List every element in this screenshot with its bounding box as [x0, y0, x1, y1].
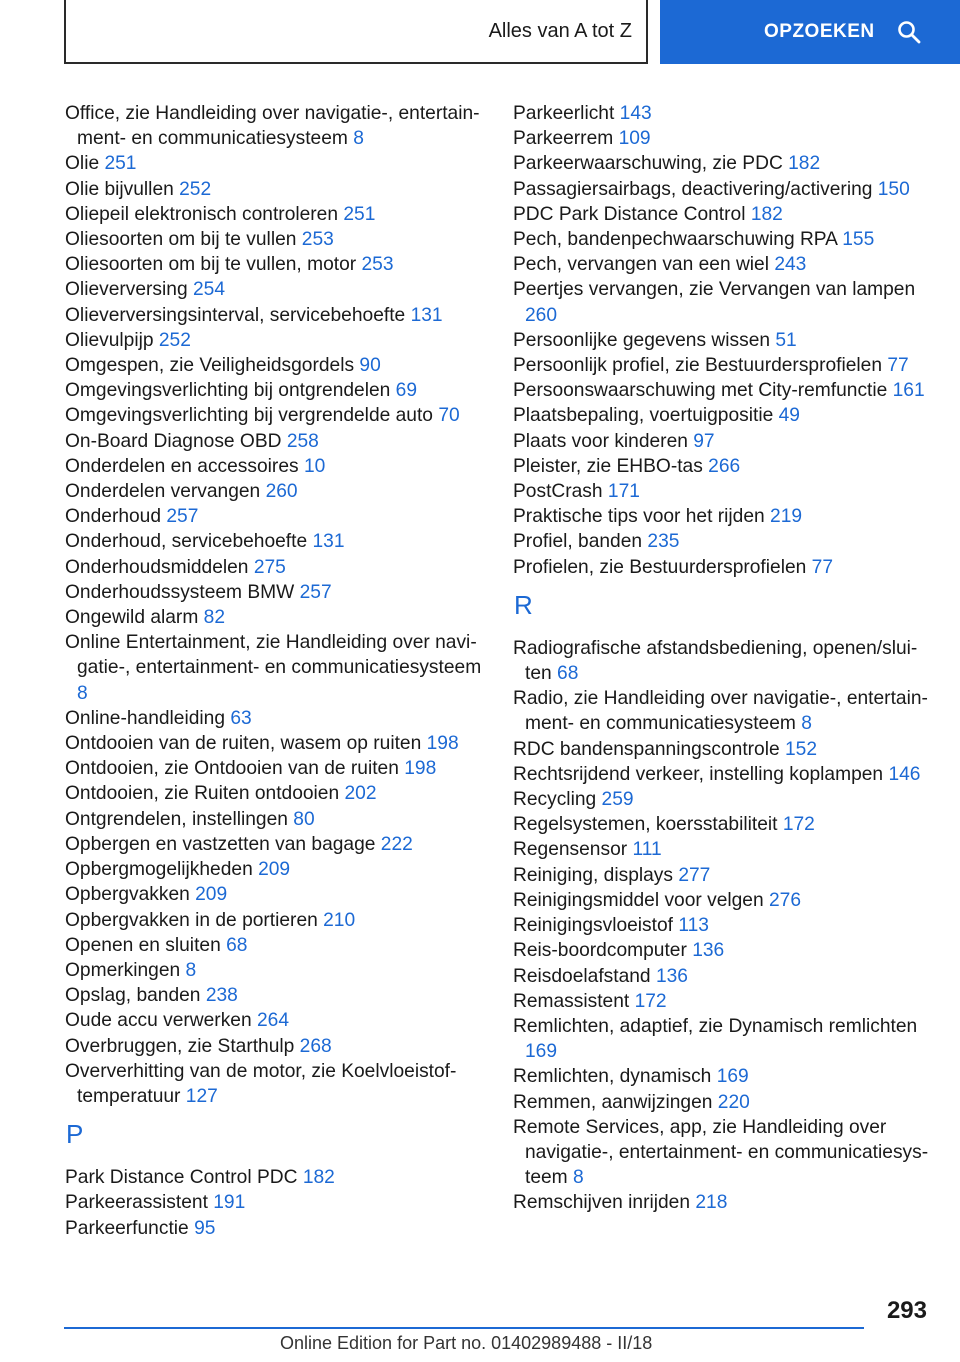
page-link[interactable]: 209 [258, 859, 291, 881]
page-link[interactable]: 260 [265, 481, 298, 503]
index-entry-text: Radiografische afstandsbediening, openen/sluiten [513, 637, 918, 685]
page-link[interactable]: 63 [230, 707, 252, 729]
page-link[interactable]: 191 [213, 1192, 246, 1214]
page-link[interactable]: 109 [618, 128, 651, 150]
index-section-letter: P [66, 1119, 84, 1150]
index-entry [513, 837, 933, 862]
index-entry-text: Reinigingsmiddel voor velgen [513, 889, 764, 911]
index-entry-text: Onderhoudssysteem BMW [65, 581, 295, 603]
page-link[interactable]: 252 [179, 178, 212, 200]
index-entry-text: Oververhitting van de motor, zie Koelvloeistoftemperatuur [65, 1060, 457, 1107]
page-link[interactable]: 169 [525, 1041, 558, 1063]
page-link[interactable]: 143 [619, 103, 652, 124]
index-entry-text: Plaatsbepaling, voertuigpositie [513, 405, 774, 427]
index-entry-text: Office, zie Handleiding over navigatie-, entertainment- en communicatiesysteem [65, 103, 480, 150]
index-entry [513, 277, 933, 327]
page-link[interactable]: 202 [344, 783, 377, 805]
index-entry [513, 1014, 933, 1064]
page-link[interactable]: 254 [192, 279, 225, 301]
page-link[interactable]: 131 [410, 304, 443, 326]
index-entry-text: Ontdooien, zie Ruiten ontdooien [65, 783, 340, 805]
index-entry [513, 686, 933, 736]
index-entry-text: Pech, vervangen van een wiel [513, 254, 769, 276]
page-link[interactable]: 260 [525, 304, 558, 326]
index-entry [65, 807, 485, 832]
page-link[interactable]: 277 [678, 864, 711, 886]
index-entry [65, 1059, 485, 1109]
index-entry-text: Radio, zie Handleiding over navigatie-, entertainment- en communicatiesysteem [513, 688, 928, 735]
index-entry-text: Reinigingsvloeistof [513, 915, 673, 937]
index-entry [65, 832, 485, 857]
index-entry [65, 454, 485, 479]
index-entry-text: Pleister, zie EHBO-tas [513, 455, 703, 477]
page-link[interactable]: 152 [785, 738, 818, 760]
index-entry-text: Remschijven inrijden [513, 1192, 691, 1214]
index-entry [65, 555, 485, 580]
index-entry [513, 1090, 933, 1115]
index-entry-text: Opbergmogelijkheden [65, 859, 253, 881]
index-entry [65, 958, 485, 983]
page-link[interactable]: 136 [692, 940, 725, 962]
index-entry [513, 812, 933, 837]
index-entry-text: Reiniging, displays [513, 864, 673, 886]
page-link[interactable]: 69 [395, 380, 417, 402]
index-entry [513, 555, 933, 580]
page-link[interactable]: 150 [877, 178, 910, 200]
page-link[interactable]: 68 [226, 934, 248, 956]
index-entry [513, 1115, 933, 1191]
index-entry [513, 787, 933, 812]
page-link[interactable]: 82 [203, 607, 225, 629]
page-link[interactable]: 219 [770, 506, 803, 528]
edition-footer: Online Edition for Part no. 01402989488 - II/18 [280, 1333, 653, 1353]
page-link[interactable]: 77 [887, 355, 909, 377]
index-entry [513, 504, 933, 529]
index-entry-text: Remlichten, adaptief, zie Dynamisch remlichten [513, 1015, 918, 1037]
page-link[interactable]: 77 [811, 556, 833, 578]
index-entry [513, 252, 933, 277]
index-entry [65, 756, 485, 781]
index-entry-text: Opbergvakken in de portieren [65, 909, 318, 931]
page-link[interactable]: 80 [293, 808, 315, 830]
index-entry [65, 479, 485, 504]
page-link[interactable]: 8 [185, 959, 197, 981]
index-entry-text: Ontdooien, zie Ontdooien van de ruiten [65, 758, 399, 780]
index-entry [513, 938, 933, 963]
index-entry [65, 983, 485, 1008]
index-entry [65, 429, 485, 454]
index-entry [513, 737, 933, 762]
index-entry-text: Ongewild alarm [65, 607, 199, 629]
page-link[interactable]: 222 [380, 833, 413, 855]
index-entry-text: Omgevingsverlichting bij ontgrendelen [65, 380, 391, 402]
index-entry [65, 403, 485, 428]
index-entry [65, 277, 485, 302]
index-column-left [65, 101, 485, 1241]
index-entry [65, 706, 485, 731]
index-entry-text: Profiel, banden [513, 531, 643, 553]
page-link[interactable]: 8 [77, 682, 88, 704]
footer-divider [64, 1327, 864, 1329]
index-entry-text: Ontdooien van de ruiten, wasem op ruiten [65, 733, 422, 755]
index-entry-text: Profielen, zie Bestuurdersprofielen [513, 556, 807, 578]
index-entry-text: Onderdelen vervangen [65, 481, 261, 503]
page-link[interactable]: 252 [158, 329, 191, 351]
index-entry-text: Passagiersairbags, deactivering/activering [513, 178, 873, 200]
index-entry-text: Onderdelen en accessoires [65, 455, 299, 477]
page-link[interactable]: 276 [769, 889, 802, 911]
page-link[interactable]: 275 [253, 556, 286, 578]
index-entry [65, 529, 485, 554]
index-entry [513, 888, 933, 913]
index-entry [65, 908, 485, 933]
page-link[interactable]: 161 [892, 380, 925, 402]
index-entry [513, 101, 933, 126]
page-link[interactable]: 49 [778, 405, 800, 427]
search-icon [897, 20, 921, 44]
page-link[interactable]: 68 [557, 663, 579, 685]
index-entry-text: Onderhoud, servicebehoefte [65, 531, 308, 553]
tab-index-a-to-z[interactable] [64, 0, 648, 64]
index-entry [65, 882, 485, 907]
index-entry-text: Olie [65, 153, 100, 175]
page-link[interactable]: 182 [788, 153, 821, 175]
page-link[interactable]: 169 [716, 1066, 749, 1088]
index-entry [513, 762, 933, 787]
index-entry [65, 731, 485, 756]
index-entry [65, 504, 485, 529]
index-entry [65, 605, 485, 630]
index-entry-text: Olie bijvullen [65, 178, 174, 200]
page-link[interactable]: 97 [693, 430, 715, 452]
index-entry-text: Parkeerassistent [65, 1192, 208, 1214]
tab-search-label: OPZOEKEN [764, 21, 875, 42]
index-entry-text: Persoonswaarschuwing met City-remfunctie [513, 380, 888, 402]
index-entry [513, 177, 933, 202]
page-link[interactable]: 235 [647, 531, 680, 553]
index-entry [65, 1190, 485, 1215]
index-entry-text: Opbergen en vastzetten van bagage [65, 833, 376, 855]
index-entry-text: Peertjes vervangen, zie Vervangen van lampen [513, 279, 916, 301]
tab-search[interactable] [660, 0, 960, 64]
page-link[interactable]: 172 [634, 990, 667, 1012]
page-link[interactable]: 209 [195, 884, 228, 906]
page-link[interactable]: 136 [655, 965, 688, 987]
index-entry-text: Ontgrendelen, instellingen [65, 808, 288, 830]
page-link[interactable]: 8 [353, 128, 364, 150]
index-entry-text: Openen en sluiten [65, 934, 221, 956]
index-entry-text: Remote Services, app, zie Handleiding over navigatie-, entertainment- en communicatiesysteem [513, 1116, 929, 1189]
index-entry [65, 630, 485, 706]
index-entry-text: RDC bandenspanningscontrole [513, 738, 780, 760]
page-link[interactable]: 51 [775, 329, 797, 351]
index-entry-text: Regelsystemen, koersstabiliteit [513, 814, 778, 836]
index-entry-text: Online-handleiding [65, 707, 226, 729]
index-entry [513, 378, 933, 403]
page-link[interactable]: 131 [312, 531, 345, 553]
index-entry [65, 303, 485, 328]
index-entry [513, 989, 933, 1014]
index-entry-text: Rechtsrijdend verkeer, instelling koplampen [513, 763, 884, 785]
index-entry [65, 378, 485, 403]
index-entry [65, 202, 485, 227]
index-entry-text: Olieverversing [65, 279, 188, 301]
index-entry-text: Park Distance Control PDC [65, 1167, 298, 1189]
index-entry-text: Oliesoorten om bij te vullen, motor [65, 254, 357, 276]
index-entry-text: Overbruggen, zie Starthulp [65, 1035, 295, 1057]
index-entry [513, 1064, 933, 1089]
index-entry-text: Reis-boordcomputer [513, 940, 687, 962]
index-entry [513, 403, 933, 428]
page-link[interactable]: 171 [607, 481, 640, 503]
index-entry-text: Onderhoudsmiddelen [65, 556, 249, 578]
tab-index-label: Alles van A tot Z [488, 19, 632, 42]
page-link[interactable]: 113 [678, 915, 709, 937]
page-link[interactable]: 155 [842, 229, 875, 251]
index-entry [65, 1165, 485, 1190]
index-entry [513, 454, 933, 479]
index-entry-text: Plaats voor kinderen [513, 430, 688, 452]
index-entry [65, 227, 485, 252]
page-link[interactable]: 95 [194, 1217, 216, 1239]
page-link[interactable]: 8 [801, 713, 812, 735]
page-link[interactable]: 10 [303, 455, 326, 477]
index-entry [513, 126, 933, 151]
page-link[interactable]: 70 [438, 405, 460, 427]
page-link[interactable]: 182 [750, 203, 783, 225]
page-link[interactable]: 182 [302, 1167, 335, 1189]
index-entry-text: Parkeerlicht [513, 103, 615, 124]
index-entry-text: On-Board Diagnose OBD [65, 430, 282, 452]
index-entry [65, 101, 485, 151]
page-link[interactable]: 127 [185, 1085, 218, 1107]
index-entry-text: Remassistent [513, 990, 630, 1012]
index-entry [513, 913, 933, 938]
index-entry [513, 227, 933, 252]
index-entry [65, 353, 485, 378]
page-link[interactable]: 111 [632, 839, 662, 861]
page-link[interactable]: 210 [323, 909, 356, 931]
page-link[interactable]: 220 [717, 1091, 750, 1113]
index-entry [65, 1034, 485, 1059]
page-link[interactable]: 172 [782, 814, 815, 836]
index-entry [513, 202, 933, 227]
index-entry-text: Persoonlijk profiel, zie Bestuurdersprofielen [513, 355, 883, 377]
index-entry [513, 151, 933, 176]
page-link[interactable]: 257 [299, 581, 332, 603]
index-entry-text: Online Entertainment, zie Handleiding over navigatie-, entertainment- en communicatiesysteem [65, 632, 482, 679]
index-section-letter: R [514, 589, 533, 620]
index-entry [65, 781, 485, 806]
page-link[interactable]: 198 [426, 733, 459, 755]
index-entry [513, 353, 933, 378]
index-entry [513, 1190, 933, 1215]
index-entry-text: Recycling [513, 789, 597, 811]
index-entry [513, 964, 933, 989]
page-link[interactable]: 259 [601, 789, 634, 811]
index-entry [65, 857, 485, 882]
index-entry-text: Omgespen, zie Veiligheidsgordels [65, 355, 355, 377]
index-entry [513, 328, 933, 353]
index-entry [65, 1216, 485, 1241]
index-entry-text: Reisdoelafstand [513, 965, 651, 987]
index-entry [513, 429, 933, 454]
index-entry [65, 328, 485, 353]
page-link[interactable]: 243 [774, 254, 807, 276]
page-link[interactable]: 258 [286, 430, 319, 452]
index-entry-text: Omgevingsverlichting bij vergrendelde auto [65, 405, 433, 427]
page-link[interactable]: 253 [301, 229, 334, 251]
index-entry-text: Oude accu verwerken [65, 1010, 252, 1032]
page-link[interactable]: 266 [708, 455, 741, 477]
index-entry [65, 580, 485, 605]
index-entry-text: Parkeerfunctie [65, 1217, 189, 1239]
index-entry-text: Opbergvakken [65, 884, 190, 906]
index-entry-text: Praktische tips voor het rijden [513, 506, 765, 528]
index-entry [65, 933, 485, 958]
index-entry-text: Remlichten, dynamisch [513, 1066, 712, 1088]
page-link[interactable]: 238 [205, 985, 238, 1007]
page-link[interactable]: 257 [166, 506, 199, 528]
index-entry-text: Pech, bandenpechwaarschuwing RPA [513, 229, 837, 251]
index-entry-text: Olieverversingsinterval, servicebehoefte [65, 304, 406, 326]
index-entry-text: Olievulpijp [65, 329, 154, 351]
index-entry-text: Oliesoorten om bij te vullen [65, 229, 297, 251]
index-entry-text: Regensensor [513, 839, 628, 861]
index-entry-text: Parkeerrem [513, 128, 614, 150]
index-entry-text: Oliepeil elektronisch controleren [65, 203, 339, 225]
page-link[interactable]: 253 [361, 254, 394, 276]
index-entry-text: Persoonlijke gegevens wissen [513, 329, 771, 351]
index-entry-text: Parkeerwaarschuwing, zie PDC [513, 153, 783, 175]
index-entry [513, 479, 933, 504]
index-entry [65, 1008, 485, 1033]
page-link[interactable]: 264 [256, 1010, 289, 1032]
page-number: 293 [886, 1297, 927, 1324]
page-link[interactable]: 268 [299, 1035, 332, 1057]
page-link[interactable]: 146 [888, 763, 921, 785]
page-link[interactable]: 198 [404, 758, 437, 780]
page-link[interactable]: 218 [695, 1192, 728, 1214]
index-entry-text: PostCrash [513, 481, 603, 503]
index-entry-text: Opslag, banden [65, 985, 201, 1007]
index-entry-text: Remmen, aanwijzingen [513, 1091, 713, 1113]
page-link[interactable]: 90 [359, 355, 381, 377]
page-link[interactable]: 251 [343, 203, 376, 225]
page-link[interactable]: 251 [104, 153, 137, 175]
index-entry [513, 636, 933, 686]
page-link[interactable]: 8 [573, 1167, 584, 1189]
index-entry-text: PDC Park Distance Control [513, 203, 746, 225]
index-column-right [513, 101, 933, 1216]
index-entry-text: Opmerkingen [65, 959, 181, 981]
index-entry [65, 177, 485, 202]
index-entry [513, 529, 933, 554]
index-entry [513, 863, 933, 888]
index-entry [65, 252, 485, 277]
index-entry-text: Onderhoud [65, 506, 162, 528]
index-entry [65, 151, 485, 176]
